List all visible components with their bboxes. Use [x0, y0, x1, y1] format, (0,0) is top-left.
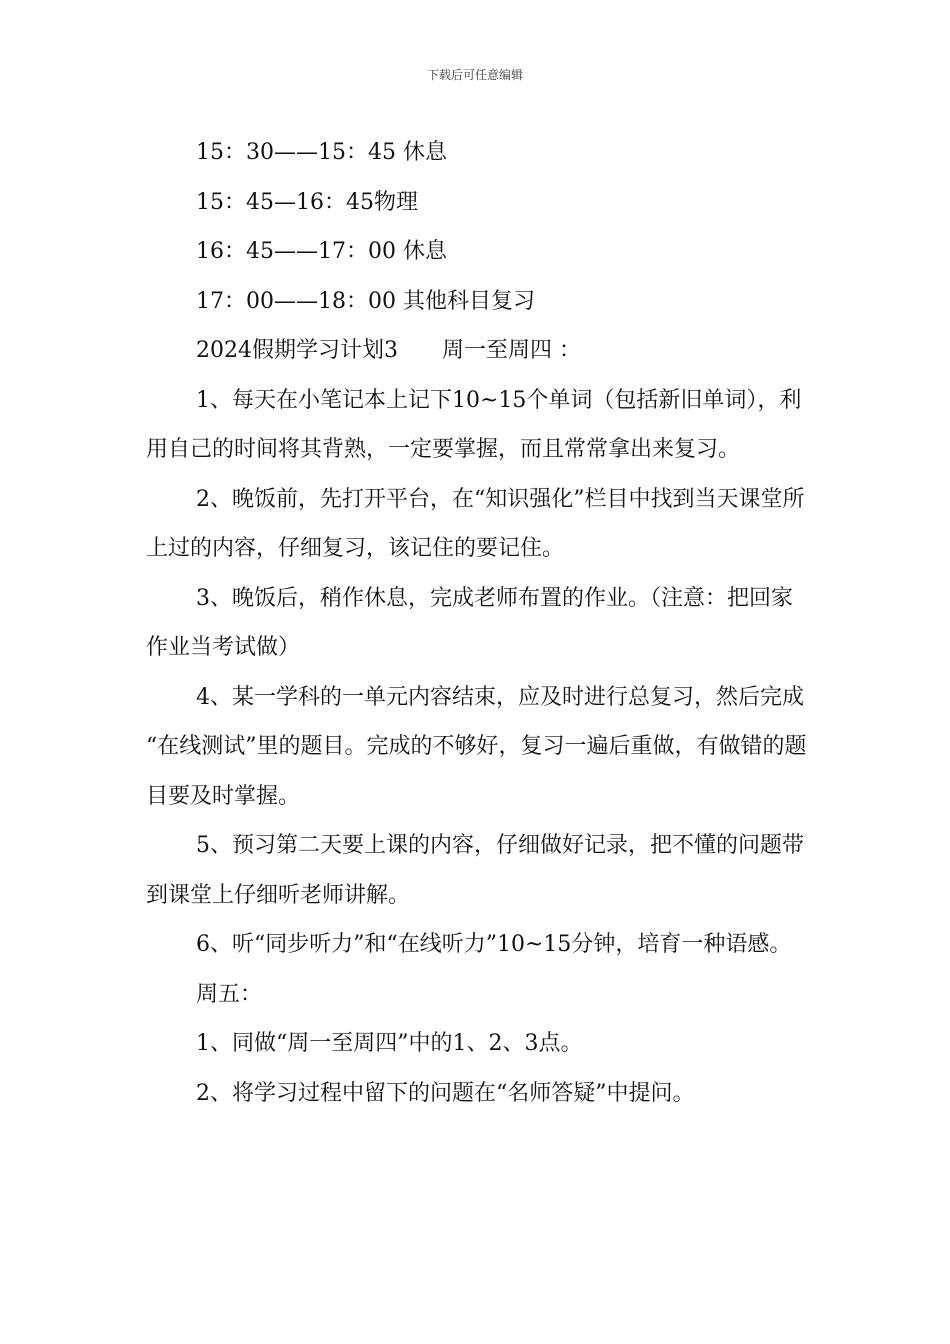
- paragraph: 15：30——15：45 休息: [196, 140, 447, 165]
- paragraph: 2、晚饭前，先打开平台，在“知识强化”栏目中找到当天课堂所上过的内容，仔细复习，该记住的要记住。: [146, 486, 805, 561]
- paragraph: 17：00——18：00 其他科目复习: [196, 288, 535, 314]
- paragraph: 1、每天在小笔记本上记下10~15个单词（包括新旧单词），利用自己的时间将其背熟，一定要掌握，而且常常拿出来复习。: [146, 387, 802, 462]
- paragraph: 2024假期学习计划3 周一至周四 ：: [196, 338, 581, 363]
- paragraph: 2、将学习过程中留下的问题在“名师答疑”中提问。: [196, 1080, 695, 1106]
- paragraph: 周五：: [196, 981, 263, 1007]
- paragraph: 16：45——17：00 休息: [196, 239, 447, 264]
- paragraph: 4、某一学科的一单元内容结束，应及时进行总复习，然后完成 “在线测试”里的题目。完成的不够好，复习一遍后重做，有做错的题目要及时掌握。: [146, 684, 807, 809]
- document-body: [146, 128, 810, 1118]
- paragraph: 5、预习第二天要上课的内容，仔细做好记录，把不懂的问题带到课堂上仔细听老师讲解。: [146, 833, 804, 908]
- paragraph: 3、晚饭后，稍作休息，完成老师布置的作业。（注意：把回家作业当考试做）: [146, 585, 793, 660]
- paragraph: 6、听“同步听力”和“在线听力”10~15分钟，培育一种语感。: [196, 932, 792, 957]
- paragraph: 15：45—16：45物理: [196, 189, 418, 215]
- paragraph: 1、同做“周一至周四”中的1、2、3点。: [196, 1031, 583, 1056]
- page-header: 下载后可任意编辑: [426, 68, 523, 82]
